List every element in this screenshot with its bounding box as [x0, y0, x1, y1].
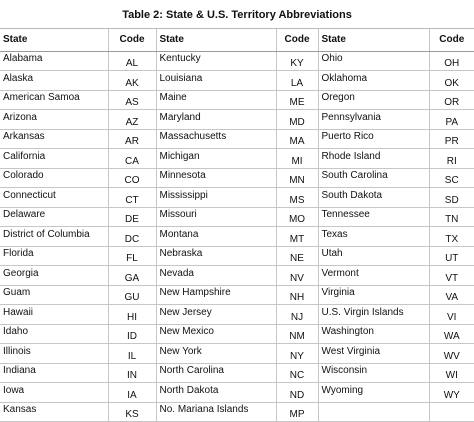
code-cell: [108, 285, 156, 305]
state-name-text: New Mexico: [159, 326, 214, 338]
code-text: DC: [124, 233, 140, 245]
code-text: MT: [289, 233, 305, 245]
state-name-cell: [0, 383, 108, 403]
code-text: AL: [125, 58, 139, 70]
code-cell: [108, 90, 156, 110]
state-name-cell: [0, 168, 108, 188]
table-row: [0, 324, 474, 344]
code-text: DE: [125, 214, 139, 226]
state-name-cell: [0, 90, 108, 110]
code-text: MI: [291, 155, 303, 167]
code-cell: [108, 227, 156, 247]
code-text: WY: [443, 389, 460, 401]
state-name-cell: [0, 305, 108, 325]
state-name-cell: [156, 51, 276, 71]
code-text: WI: [445, 370, 458, 382]
code-cell: [108, 207, 156, 227]
state-name-cell: [0, 149, 108, 169]
code-text: IL: [127, 350, 137, 362]
code-text: TN: [445, 214, 459, 226]
code-text: MA: [289, 136, 305, 148]
state-name-cell: [156, 110, 276, 130]
state-name-text: Kansas: [3, 404, 37, 416]
state-name-text: Oklahoma: [321, 72, 368, 84]
state-name-text: Alaska: [3, 72, 34, 84]
column-header-state: State: [156, 29, 276, 51]
code-cell: [276, 207, 318, 227]
state-name-text: Virginia: [321, 287, 355, 299]
code-cell: [429, 51, 474, 71]
table-row: [0, 383, 474, 403]
code-cell: [276, 305, 318, 325]
state-name-text: Alabama: [3, 53, 43, 65]
code-cell: [276, 51, 318, 71]
table-row: [0, 266, 474, 286]
state-name-cell: [156, 363, 276, 383]
code-cell: [429, 129, 474, 149]
table-row: [0, 188, 474, 208]
state-name-text: Ohio: [321, 53, 343, 65]
code-cell: [276, 344, 318, 364]
code-cell: [429, 207, 474, 227]
state-name-cell: [318, 266, 429, 286]
state-name-text: North Carolina: [159, 365, 224, 377]
code-cell: [429, 110, 474, 130]
state-name-cell: [318, 129, 429, 149]
state-name-cell: [0, 51, 108, 71]
state-name-cell: [318, 344, 429, 364]
table-row: [0, 207, 474, 227]
code-text: OK: [444, 77, 459, 89]
state-name-cell: [0, 227, 108, 247]
code-text: ME: [289, 97, 305, 109]
state-name-text: Nebraska: [159, 248, 203, 260]
state-name-text: District of Columbia: [3, 228, 90, 240]
state-name-text: Puerto Rico: [321, 131, 374, 143]
code-cell: [276, 363, 318, 383]
code-cell: [108, 129, 156, 149]
code-text: VA: [445, 292, 459, 304]
state-name-cell: [318, 324, 429, 344]
code-cell: [108, 402, 156, 422]
code-text: NY: [290, 350, 304, 362]
code-cell: [429, 324, 474, 344]
state-name-text: Maine: [159, 92, 187, 104]
state-name-cell: [156, 149, 276, 169]
state-name-cell: [156, 285, 276, 305]
state-name-cell: [0, 266, 108, 286]
column-header-code: Code: [276, 29, 318, 51]
state-name-text: American Samoa: [3, 92, 80, 104]
state-name-text: Massachusetts: [159, 131, 227, 143]
code-cell: [429, 71, 474, 91]
state-name-text: Nevada: [159, 267, 194, 279]
code-cell: [108, 149, 156, 169]
state-name-text: West Virginia: [321, 345, 381, 357]
state-name-text: Washington: [321, 326, 374, 338]
state-name-cell: [156, 344, 276, 364]
code-cell: [276, 110, 318, 130]
code-cell: [276, 129, 318, 149]
table-row: [0, 246, 474, 266]
code-text: CA: [125, 155, 139, 167]
column-header-state: State: [0, 29, 108, 51]
state-name-cell: [0, 207, 108, 227]
state-name-text: Texas: [321, 228, 348, 240]
code-cell: [276, 402, 318, 422]
state-name-text: Colorado: [3, 170, 44, 182]
code-text: AR: [125, 136, 139, 148]
state-name-cell: [318, 188, 429, 208]
code-text: FL: [126, 253, 138, 265]
code-text: NH: [289, 292, 305, 304]
state-name-text: California: [3, 150, 46, 162]
code-text: IA: [127, 389, 137, 401]
code-cell: [276, 324, 318, 344]
state-name-cell: [318, 90, 429, 110]
state-name-cell: [0, 324, 108, 344]
state-name-text: Louisiana: [159, 72, 203, 84]
abbreviations-table: [0, 29, 474, 422]
state-name-text: No. Mariana Islands: [159, 404, 249, 416]
state-name-text: Indiana: [3, 365, 36, 377]
code-text: NC: [289, 370, 305, 382]
code-text: OH: [444, 58, 460, 70]
state-name-cell: [318, 285, 429, 305]
code-text: PR: [444, 136, 459, 148]
state-name-text: New Hampshire: [159, 287, 231, 299]
state-name-cell: [0, 402, 108, 422]
state-name-text: Iowa: [3, 384, 25, 396]
state-name-text: Wisconsin: [321, 365, 368, 377]
state-name-text: South Carolina: [321, 170, 388, 182]
state-name-cell: [318, 149, 429, 169]
state-name-cell: [156, 129, 276, 149]
column-header-state: State: [318, 29, 429, 51]
table-row: [0, 305, 474, 325]
code-text: HI: [127, 311, 137, 323]
state-name-cell: [318, 402, 429, 422]
code-text: PA: [445, 116, 459, 128]
code-cell: [108, 266, 156, 286]
state-name-text: Idaho: [3, 326, 29, 338]
code-cell: [108, 188, 156, 208]
code-text: OR: [444, 97, 460, 109]
state-name-text: Guam: [3, 287, 31, 299]
table-row: [0, 149, 474, 169]
code-cell: [108, 344, 156, 364]
code-text: GU: [124, 292, 140, 304]
code-text: MN: [289, 175, 305, 187]
state-name-text: Missouri: [159, 209, 197, 221]
state-name-cell: [0, 71, 108, 91]
code-text: NV: [290, 272, 304, 284]
code-text: AZ: [125, 116, 139, 128]
code-cell: [429, 246, 474, 266]
state-name-text: Connecticut: [3, 189, 56, 201]
state-name-cell: [318, 168, 429, 188]
state-name-cell: [0, 188, 108, 208]
code-cell: [108, 383, 156, 403]
code-cell: [276, 383, 318, 403]
state-name-cell: [0, 110, 108, 130]
code-text: MP: [289, 409, 305, 421]
state-name-cell: [156, 324, 276, 344]
state-name-text: Oregon: [321, 92, 355, 104]
table-row: [0, 227, 474, 247]
code-text: ID: [127, 331, 137, 343]
state-name-cell: [156, 402, 276, 422]
state-name-text: Mississippi: [159, 189, 208, 201]
code-cell: [276, 71, 318, 91]
code-text: GA: [124, 272, 140, 284]
code-cell: [429, 402, 474, 422]
code-cell: [276, 266, 318, 286]
state-name-cell: [318, 71, 429, 91]
table-row: [0, 363, 474, 383]
code-text: NE: [290, 253, 304, 265]
code-cell: [276, 149, 318, 169]
state-name-text: Kentucky: [159, 53, 201, 65]
state-name-cell: [0, 285, 108, 305]
state-name-text: New York: [159, 345, 202, 357]
code-cell: [429, 188, 474, 208]
state-name-cell: [156, 383, 276, 403]
state-name-cell: [0, 246, 108, 266]
table-row: [0, 51, 474, 71]
state-name-cell: [318, 305, 429, 325]
code-cell: [276, 285, 318, 305]
code-text: WA: [443, 331, 460, 343]
state-name-cell: [156, 71, 276, 91]
state-name-text: Georgia: [3, 267, 39, 279]
state-name-text: Tennessee: [321, 209, 370, 221]
table-caption: Table 2: State & U.S. Territory Abbreviations: [0, 0, 474, 29]
code-text: MO: [288, 214, 306, 226]
code-cell: [276, 188, 318, 208]
table-row: [0, 71, 474, 91]
state-name-text: Pennsylvania: [321, 111, 381, 123]
code-text: MD: [289, 116, 305, 128]
code-cell: [108, 305, 156, 325]
state-name-cell: [156, 207, 276, 227]
state-name-cell: [156, 246, 276, 266]
state-name-text: Rhode Island: [321, 150, 381, 162]
table-row: [0, 168, 474, 188]
code-cell: [429, 227, 474, 247]
code-text: TX: [445, 233, 459, 245]
state-name-text: U.S. Virgin Islands: [321, 306, 404, 318]
code-cell: [276, 227, 318, 247]
state-name-cell: [0, 363, 108, 383]
column-header-code: Code: [429, 29, 474, 51]
code-text: SD: [444, 194, 459, 206]
code-text: VT: [445, 272, 459, 284]
code-cell: [108, 71, 156, 91]
code-text: ND: [289, 389, 305, 401]
code-text: CO: [124, 175, 140, 187]
table-row: [0, 344, 474, 364]
code-text: KY: [290, 58, 304, 70]
state-name-cell: [156, 168, 276, 188]
state-name-text: Vermont: [321, 267, 359, 279]
state-name-text: South Dakota: [321, 189, 383, 201]
code-cell: [429, 266, 474, 286]
state-name-text: Michigan: [159, 150, 200, 162]
code-text: WV: [443, 350, 460, 362]
code-cell: [108, 51, 156, 71]
code-cell: [276, 246, 318, 266]
code-text: CT: [125, 194, 139, 206]
code-cell: [276, 168, 318, 188]
code-text: UT: [445, 253, 459, 265]
table-row: [0, 129, 474, 149]
code-cell: [429, 305, 474, 325]
code-text: NM: [289, 331, 305, 343]
state-name-cell: [156, 227, 276, 247]
table-body: [0, 51, 474, 422]
code-cell: [108, 246, 156, 266]
state-name-cell: [156, 188, 276, 208]
state-name-cell: [318, 51, 429, 71]
state-name-text: Arizona: [3, 111, 37, 123]
state-name-cell: [156, 266, 276, 286]
state-name-text: Wyoming: [321, 384, 364, 396]
state-name-cell: [318, 363, 429, 383]
state-name-text: North Dakota: [159, 384, 219, 396]
state-name-text: Utah: [321, 248, 343, 260]
state-name-text: Florida: [3, 248, 34, 260]
state-name-cell: [318, 383, 429, 403]
column-header-code: Code: [108, 29, 156, 51]
code-cell: [429, 149, 474, 169]
code-text: KS: [125, 409, 139, 421]
code-cell: [429, 168, 474, 188]
code-text: SC: [444, 175, 459, 187]
table-header-row: [0, 29, 474, 51]
state-name-cell: [0, 344, 108, 364]
code-cell: [429, 363, 474, 383]
code-cell: [276, 90, 318, 110]
code-cell: [429, 344, 474, 364]
state-name-cell: [318, 110, 429, 130]
state-name-text: Delaware: [3, 209, 46, 221]
state-name-cell: [318, 207, 429, 227]
code-cell: [429, 285, 474, 305]
code-text: RI: [446, 155, 457, 167]
state-name-text: Minnesota: [159, 170, 206, 182]
table-row: [0, 110, 474, 130]
code-cell: [108, 324, 156, 344]
code-text: IN: [127, 370, 137, 382]
code-text: NJ: [290, 311, 304, 323]
code-cell: [108, 363, 156, 383]
state-name-cell: [318, 246, 429, 266]
state-name-text: Montana: [159, 228, 199, 240]
code-cell: [429, 383, 474, 403]
table-row: [0, 285, 474, 305]
state-name-cell: [318, 227, 429, 247]
state-name-text: Arkansas: [3, 131, 45, 143]
code-text: MS: [289, 194, 305, 206]
code-cell: [108, 110, 156, 130]
table-row: [0, 90, 474, 110]
state-name-cell: [0, 129, 108, 149]
code-text: AS: [125, 97, 139, 109]
code-text: VI: [447, 311, 457, 323]
code-text: LA: [290, 77, 304, 89]
state-name-text: Illinois: [3, 345, 31, 357]
table-row: [0, 402, 474, 422]
state-name-text: Maryland: [159, 111, 201, 123]
state-name-cell: [156, 90, 276, 110]
state-name-text: Hawaii: [3, 306, 34, 318]
code-text: AK: [125, 77, 139, 89]
code-cell: [429, 90, 474, 110]
code-cell: [108, 168, 156, 188]
state-name-cell: [156, 305, 276, 325]
state-name-text: New Jersey: [159, 306, 212, 318]
